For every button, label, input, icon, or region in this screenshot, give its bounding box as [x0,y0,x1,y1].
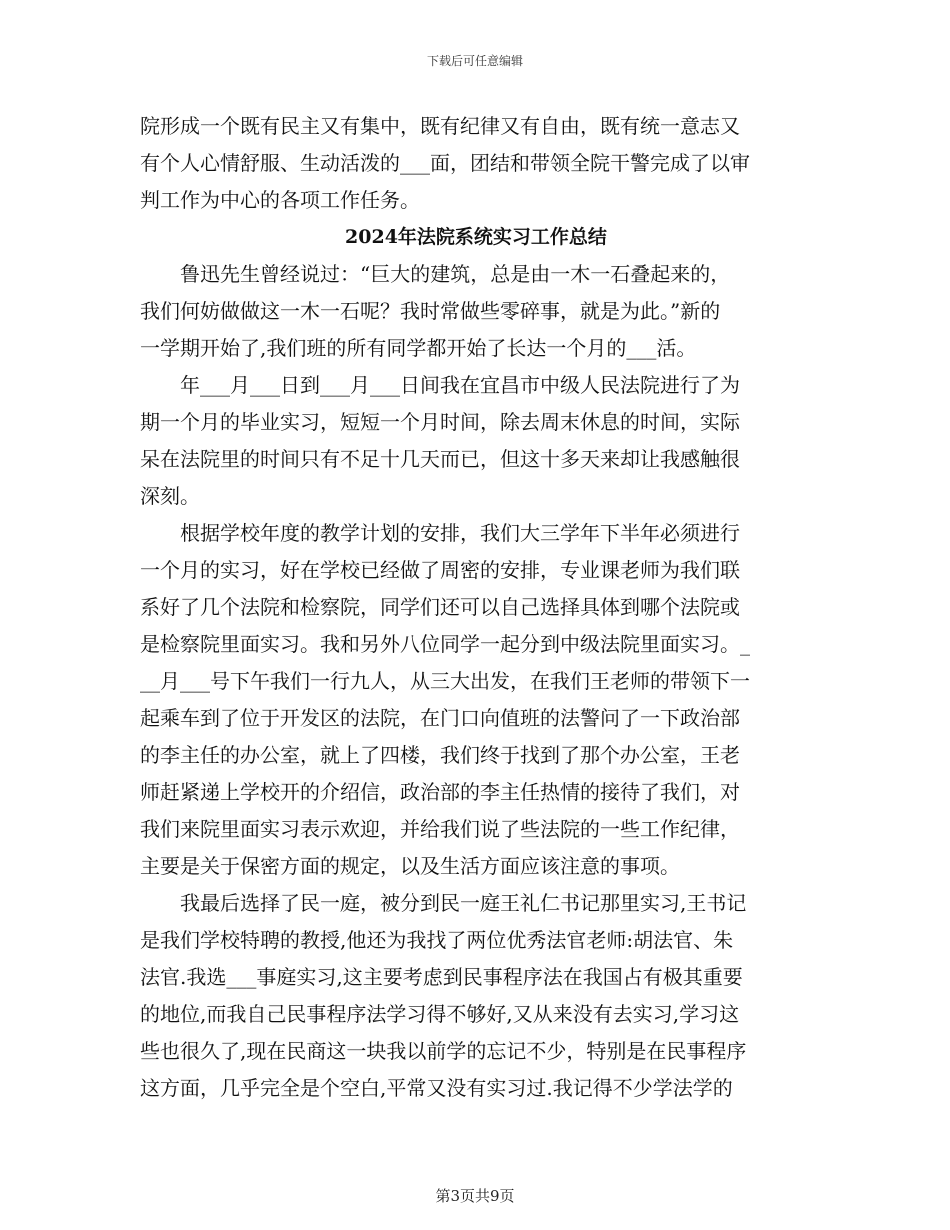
text-line: 起乘车到了位于开发区的法院，在门口向值班的法警问了一下政治部 [140,706,740,730]
text-line: 一个月的实习，好在学校已经做了周密的安排，专业课老师为我们联 [140,558,740,582]
text-line: 我们何妨做做这一木一石呢？我时常做些零碎事，就是为此。”新的 [140,299,721,323]
text-line: 这方面，几乎完全是个空白,平常又没有实习过.我记得不少学法学的 [140,1076,733,1100]
text-line: 师赶紧递上学校开的介绍信，政治部的李主任热情的接待了我们，对 [140,780,740,804]
text-line: 一学期开始了,我们班的所有同学都开始了长达一个月的___活。 [140,336,697,360]
text-line: 有个人心情舒服、生动活泼的___面，团结和带领全院干警完成了以审 [140,151,750,175]
text-line: 些也很久了,现在民商这一块我以前学的忘记不少，特别是在民事程序 [140,1039,747,1063]
text-line: 的地位,而我自己民事程序法学习得不够好,又从来没有去实习,学习这 [140,1002,740,1026]
page-header-note: 下载后可任意编辑 [426,54,523,68]
text-line: 法官.我选___事庭实习,这主要考虑到民事程序法在我国占有极其重要 [140,965,743,989]
text-line: __月___号下午我们一行九人，从三大出发，在我们王老师的带领下一 [140,669,750,693]
text-line: 期一个月的毕业实习，短短一个月时间，除去周末休息的时间，实际 [140,410,740,434]
text-line: 呆在法院里的时间只有不足十几天而已，但这十多天来却让我感触很 [140,447,740,471]
text-line: 主要是关于保密方面的规定，以及生活方面应该注意的事项。 [140,854,680,878]
text-line: 判工作为中心的各项工作任务。 [140,188,420,212]
paragraph-first-line: 年___月___日到___月___日间我在宜昌市中级人民法院进行了为 [180,373,740,397]
section-title: 2024年法院系统实习工作总结 [345,226,607,248]
text-line: 深刻。 [140,484,200,508]
text-line: 是我们学校特聘的教授,他还为我找了两位优秀法官老师:胡法官、朱 [140,928,734,952]
document-body [140,108,812,1107]
paragraph-first-line: 我最后选择了民一庭，被分到民一庭王礼仁书记那里实习,王书记 [180,891,747,915]
paragraph-first-line: 鲁迅先生曾经说过：“巨大的建筑，总是由一木一石叠起来的， [180,262,731,286]
page-number: 第3页共9页 [435,1187,515,1205]
text-line: 是检察院里面实习。我和另外八位同学一起分到中级法院里面实习。_ [140,632,750,656]
paragraph-first-line: 根据学校年度的教学计划的安排，我们大三学年下半年必须进行 [180,521,740,545]
text-line: 的李主任的办公室，就上了四楼，我们终于找到了那个办公室，王老 [140,743,740,767]
text-line: 我们来院里面实习表示欢迎，并给我们说了些法院的一些工作纪律， [140,817,740,841]
text-line: 系好了几个法院和检察院，同学们还可以自己选择具体到哪个法院或 [140,595,740,619]
text-line: 院形成一个既有民主又有集中，既有纪律又有自由，既有统一意志又 [140,114,740,138]
